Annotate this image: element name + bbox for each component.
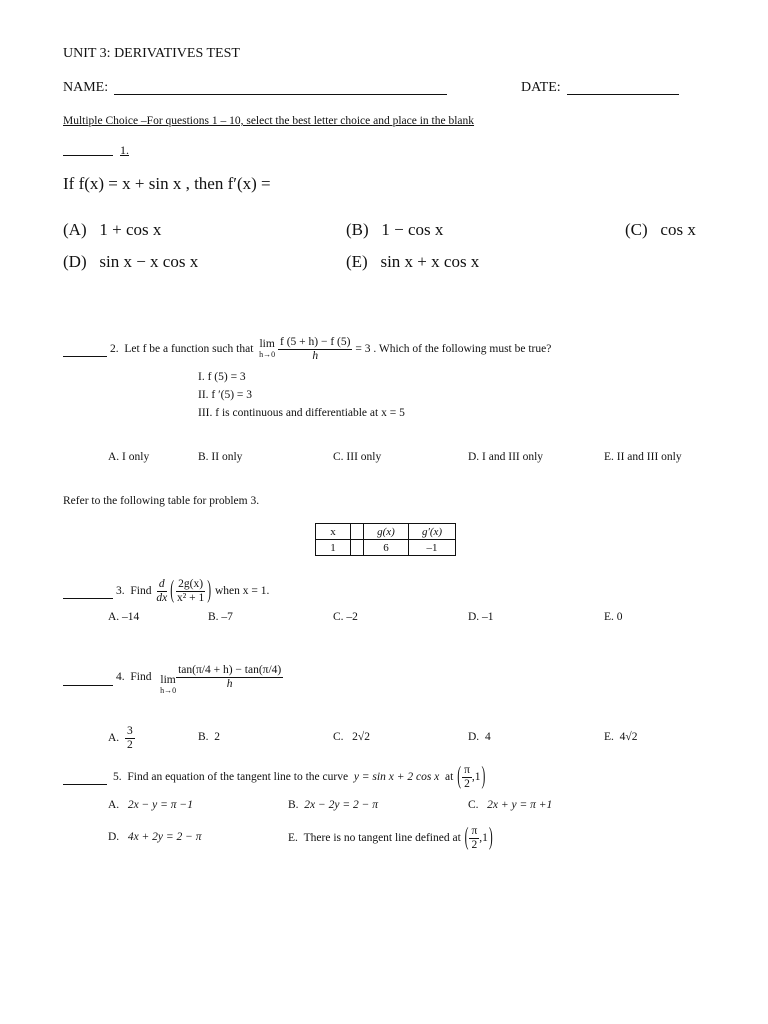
q5-choice-e: E. There is no tangent line defined at ( $\frac{\pi}{2}$ ,1 ) — [288, 824, 493, 852]
date-field[interactable] — [567, 94, 679, 95]
table-header-blank — [351, 524, 364, 540]
values-table — [315, 523, 456, 556]
q2-difference-quotient: $\frac{f (5 + h) - f (5)}{h}$ — [280, 336, 351, 362]
q1-choice-b: (B) 1 − cos x — [346, 220, 444, 239]
q4-choice-a: A. $\frac{3}{2}$ — [108, 725, 133, 751]
q1-choice-d: (D) sin x − x cos x — [63, 252, 199, 271]
q4-difference-quotient: $\frac{\tan(\pi/4 + h) - \tan(\pi/4)}{h}$ — [178, 664, 282, 690]
q3-expression: $\frac{2g(x)}{\text{x² + 1}}$ — [177, 578, 205, 604]
q5-choice-a: A. 2x − y = π −1 — [108, 799, 193, 811]
table-cell-blank — [351, 540, 364, 556]
q2-statement-1: I. f (5) = 3 — [198, 371, 246, 383]
answer-blank-2[interactable] — [63, 356, 107, 357]
table-cell-x: 1 — [316, 540, 351, 556]
q3-choice-a: A. –14 — [108, 611, 140, 623]
name-label: NAME: — [63, 80, 109, 95]
q4-choice-d: D. 4 — [468, 731, 491, 743]
q2-choice-b: B. II only — [198, 451, 243, 463]
question-5-stem: 5. Find an equation of the tangent line to the curve y = sin x + 2 cos x at ( $\frac{\pi}{2}$ ,1 ) — [113, 763, 486, 791]
table-cell-gx: 6 — [364, 540, 409, 556]
q2-choice-a: A. I only — [108, 451, 150, 463]
q5-choice-d: D. 4x + 2y = 2 − π — [108, 831, 202, 843]
q5-curve: y = sin x + 2 cos x — [353, 771, 440, 783]
q4-limit: lim h→0 — [160, 674, 177, 695]
q2-choice-e: E. II and III only — [604, 451, 682, 463]
q5-point-x: $\frac{\pi}{2}$ — [464, 764, 470, 790]
answer-blank-3[interactable] — [63, 598, 113, 599]
q1-choice-e: (E) sin x + x cos x — [346, 252, 480, 271]
test-title: UNIT 3: DERIVATIVES TEST — [63, 46, 240, 61]
table-header-gx: g(x) — [364, 524, 409, 540]
answer-blank-5[interactable] — [63, 784, 107, 785]
table-header-row — [316, 524, 456, 540]
q2-choice-c: C. III only — [333, 451, 382, 463]
question-4-stem: 4. Find lim h→0 $\frac{\tan(\pi/4 + h) - \tan(\pi/4)}{h}$ — [116, 664, 282, 695]
date-label: DATE: — [521, 80, 561, 95]
q5-choice-b: B. 2x − 2y = 2 − π — [288, 799, 379, 811]
table-header-x: x — [316, 524, 351, 540]
answer-blank-1[interactable] — [63, 155, 113, 156]
question-1-stem: If f(x) = x + sin x , then f′(x) = — [63, 174, 271, 193]
question-3-stem: 3. Find $\frac{d}{dx}$ ( $\frac{2g(x)}{\text{x² + 1}}$ ) when x = 1. — [116, 577, 270, 605]
q4-choice-c: C. 2√2 — [333, 731, 370, 743]
question-2-stem: 2. Let f be a function such that lim h→0 $\frac{f (5 + h) - f (5)}{h}$ = 3 . Which of the following must be true? — [110, 336, 552, 362]
q4-choice-e: E. 4√2 — [604, 731, 638, 743]
answer-blank-4[interactable] — [63, 685, 113, 686]
q1-choice-a: (A) 1 + cos x — [63, 220, 162, 239]
table-row — [316, 540, 456, 556]
q2-statement-3: III. f is continuous and differentiable at x = 5 — [198, 407, 405, 419]
table-cell-gprime: –1 — [409, 540, 456, 556]
q3-derivative-operator: $\frac{d}{dx}$ — [156, 578, 168, 604]
instructions: Multiple Choice –For questions 1 – 10, select the best letter choice and place in the blank — [63, 115, 475, 127]
q2-choice-d: D. I and III only — [468, 451, 544, 463]
q2-statement-2: II. f ′(5) = 3 — [198, 389, 253, 401]
q3-choice-e: E. 0 — [604, 611, 623, 623]
q5-choice-c: C. 2x + y = π +1 — [468, 799, 553, 811]
name-field[interactable] — [114, 94, 447, 95]
q3-choice-c: C. –2 — [333, 611, 358, 623]
q3-choice-d: D. –1 — [468, 611, 494, 623]
table-header-gprime: g′(x) — [409, 524, 456, 540]
question-number-1: 1. — [120, 143, 129, 157]
q1-choice-c: (C) cos x — [625, 220, 696, 239]
q3-choice-b: B. –7 — [208, 611, 233, 623]
q2-limit: lim h→0 — [259, 338, 276, 359]
q4-choice-b: B. 2 — [198, 731, 221, 743]
table-intro: Refer to the following table for problem 3. — [63, 495, 260, 507]
